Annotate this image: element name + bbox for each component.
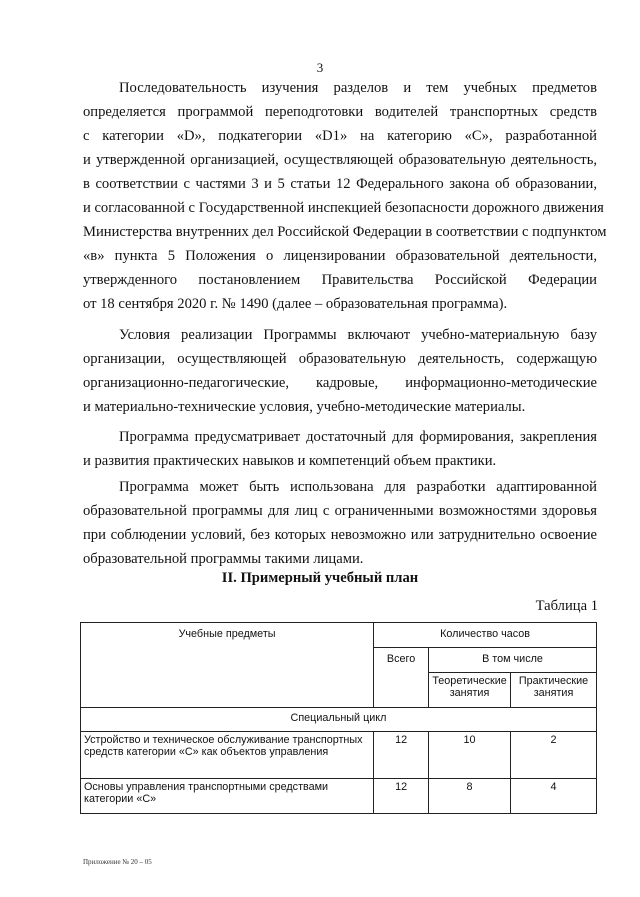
text-line: и согласованной с Государственной инспекцией безопасности дорожного движения: [83, 200, 604, 216]
paragraph-2: [83, 323, 597, 419]
text-line: образовательной программы такими лицами.: [83, 551, 364, 567]
text-line: «в» пункта 5 Положения о лицензировании образовательной деятельности,: [83, 248, 597, 264]
header-hours: Количество часов: [374, 623, 597, 648]
table-header-row: [81, 623, 597, 648]
table-section-row: [81, 708, 597, 732]
text-line: в соответствии с частями 3 и 5 статьи 12 Федерального закона об образовании,: [83, 176, 597, 192]
text-line: и утвержденной организацией, осуществляющей образовательную деятельность,: [83, 152, 597, 168]
cell-theory: 8: [429, 779, 511, 814]
header-subjects: Учебные предметы: [81, 623, 374, 708]
cell-theory: 10: [429, 732, 511, 779]
page-number: 3: [316, 60, 324, 75]
text-line: образовательной программы для лиц с ограниченными возможностями здоровья: [83, 503, 597, 519]
table-label: Таблица 1: [535, 598, 598, 614]
section-title: II. Примерный учебный план: [221, 570, 419, 586]
header-practice: Практические занятия: [511, 673, 597, 708]
cell-total: 12: [374, 732, 429, 779]
text-line: с категории «D», подкатегории «D1» на категорию «С», разработанной: [83, 128, 597, 144]
paragraph-3: [83, 425, 597, 473]
cell-subject: Устройство и техническое обслуживание транспортных средств категории «С» как объектов управления: [81, 732, 374, 779]
section-row-label: Специальный цикл: [81, 708, 597, 732]
table-row: [81, 732, 597, 779]
text-line: определяется программой переподготовки водителей транспортных средств: [83, 104, 597, 120]
cell-subject: Основы управления транспортными средствами категории «С»: [81, 779, 374, 814]
paragraph-4: [83, 475, 597, 571]
text-line: при соблюдении условий, без которых невозможно или затруднительно освоение: [83, 527, 597, 543]
text-line: от 18 сентября 2020 г. № 1490 (далее – образовательная программа).: [83, 296, 508, 312]
text-line: Программа предусматривает достаточный для формирования, закрепления: [119, 429, 597, 445]
text-line: и материально-технические условия, учебно-методические материалы.: [83, 399, 526, 415]
table-row: [81, 779, 597, 814]
cell-total: 12: [374, 779, 429, 814]
curriculum-table: [80, 622, 597, 814]
text-line: Условия реализации Программы включают учебно-материальную базу: [119, 327, 597, 343]
paragraph-1: [83, 76, 607, 316]
header-including: В том числе: [429, 648, 597, 673]
header-theory: Теоретические занятия: [429, 673, 511, 708]
text-line: организации, осуществляющей образовательную деятельность, содержащую: [83, 351, 597, 367]
text-line: Министерства внутренних дел Российской Федерации в соответствии с подпунктом: [83, 224, 607, 240]
header-total: Всего: [374, 648, 429, 708]
cell-practice: 2: [511, 732, 597, 779]
text-line: утвержденного постановлением Правительства Российской Федерации: [83, 272, 597, 288]
text-line: Последовательность изучения разделов и тем учебных предметов: [119, 80, 597, 96]
text-line: Программа может быть использована для разработки адаптированной: [119, 479, 597, 495]
text-line: организационно-педагогические, кадровые, информационно-методические: [83, 375, 597, 391]
cell-practice: 4: [511, 779, 597, 814]
footer-note: Приложение № 20 – 05: [83, 858, 152, 866]
text-line: и развития практических навыков и компетенций объем практики.: [83, 453, 497, 469]
